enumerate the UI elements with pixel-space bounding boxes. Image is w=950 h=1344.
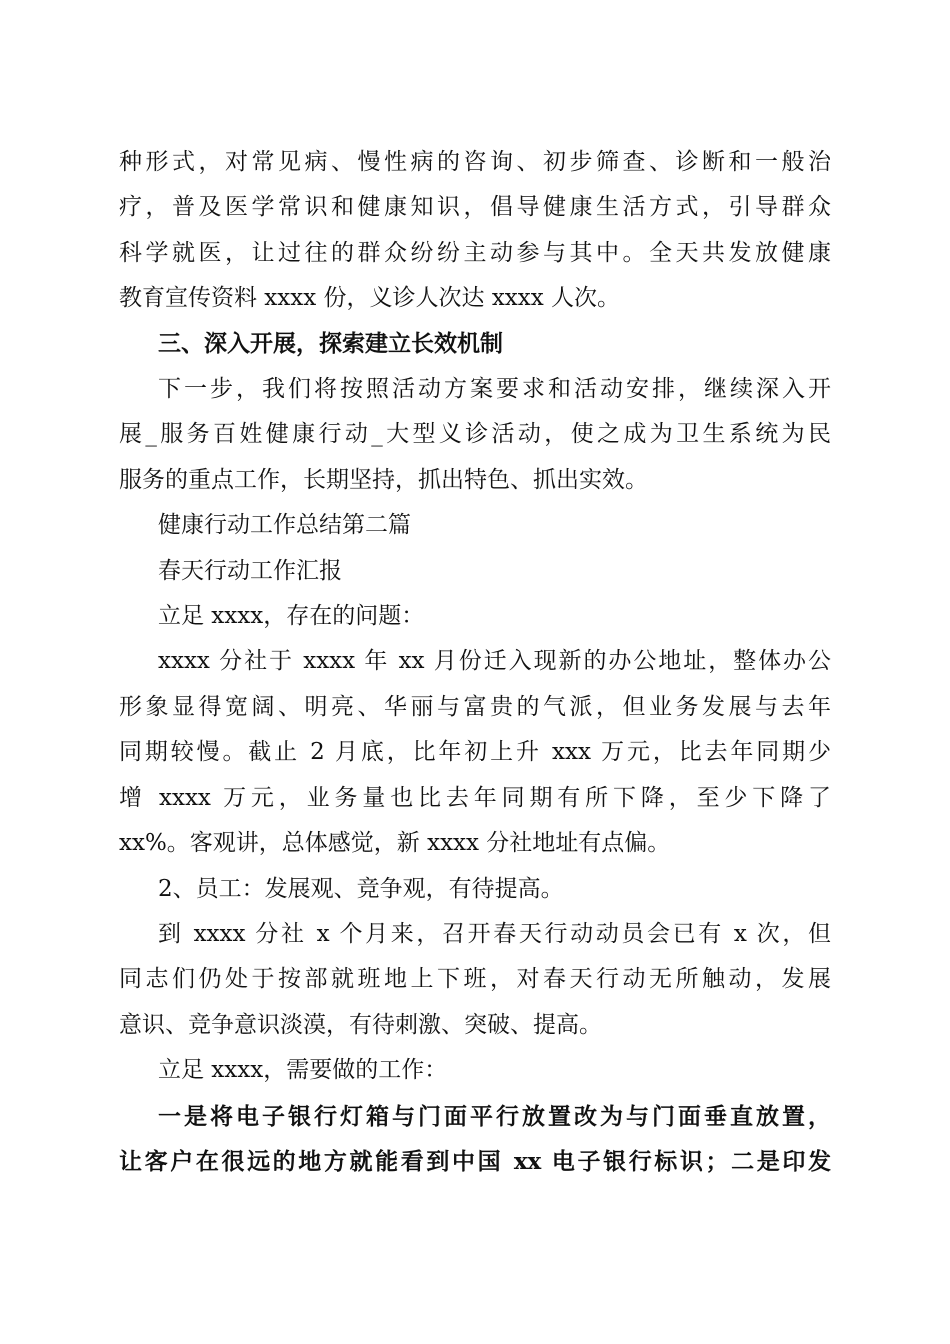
text-line: 同志们仍处于按部就班地上下班，对春天行动无所触动，发展 (119, 966, 831, 993)
text-line: 意识、竞争意识淡漠，有待刺激、突破、提高。 (119, 1011, 602, 1038)
document-body (119, 140, 831, 1184)
section-heading-three (119, 322, 831, 367)
text-line: 同期较慢。截止 2 月底，比年初上升 xxx 万元，比去年同期少 (119, 739, 831, 766)
title-text: 春天行动工作汇报 (158, 557, 342, 584)
paragraph-work-items (119, 1094, 831, 1185)
paragraph-staff-heading (119, 867, 831, 912)
text-line: 展_服务百姓健康行动_大型义诊活动，使之成为卫生系统为民 (119, 421, 831, 448)
text-line: 下一步，我们将按照活动方案要求和活动安排，继续深入开 (158, 376, 831, 403)
problems-intro (119, 594, 831, 639)
text-line: 增 xxxx 万元，业务量也比去年同期有所下降，至少下降了 (119, 784, 831, 811)
paragraph-next-steps (119, 367, 831, 503)
text-line: xxxx 分社于 xxxx 年 xx 月份迁入现新的办公地址，整体办公 (158, 648, 831, 675)
text-line: 立足 xxxx，需要做的工作： (158, 1057, 448, 1084)
text-line: 科学就医，让过往的群众纷纷主动参与其中。全天共发放健康 (119, 239, 831, 266)
text-line: 2、员工：发展观、竞争观，有待提高。 (158, 875, 564, 902)
text-line: 让客户在很远的地方就能看到中国 xx 电子银行标识；二是印发 (119, 1147, 831, 1175)
paragraph-free-clinic-summary (119, 140, 831, 322)
heading-text: 三、深入开展，探索建立长效机制 (158, 330, 503, 357)
text-line: 立足 xxxx，存在的问题： (158, 603, 425, 630)
work-intro (119, 1048, 831, 1093)
title-text: 健康行动工作总结第二篇 (158, 512, 411, 539)
article-title-second (119, 503, 831, 548)
text-line: 到 xxxx 分社 x 个月来，召开春天行动动员会已有 x 次，但 (158, 920, 831, 947)
text-line: 一是将电子银行灯箱与门面平行放置改为与门面垂直放置， (158, 1102, 831, 1130)
text-line: 种形式，对常见病、慢性病的咨询、初步筛查、诊断和一般治 (119, 149, 831, 175)
text-line: 教育宣传资料 xxxx 份，义诊人次达 xxxx 人次。 (119, 285, 621, 312)
text-line: xx%。客观讲，总体感觉，新 xxxx 分社地址有点偏。 (119, 830, 671, 857)
text-line: 形象显得宽阔、明亮、华丽与富贵的气派，但业务发展与去年 (119, 693, 831, 720)
paragraph-staff-detail (119, 912, 831, 1048)
text-line: 疗，普及医学常识和健康知识，倡导健康生活方式，引导群众 (119, 194, 831, 221)
text-line: 服务的重点工作，长期坚持，抓出特色、抓出实效。 (119, 466, 648, 493)
paragraph-branch-status (119, 639, 831, 866)
report-title (119, 549, 831, 594)
